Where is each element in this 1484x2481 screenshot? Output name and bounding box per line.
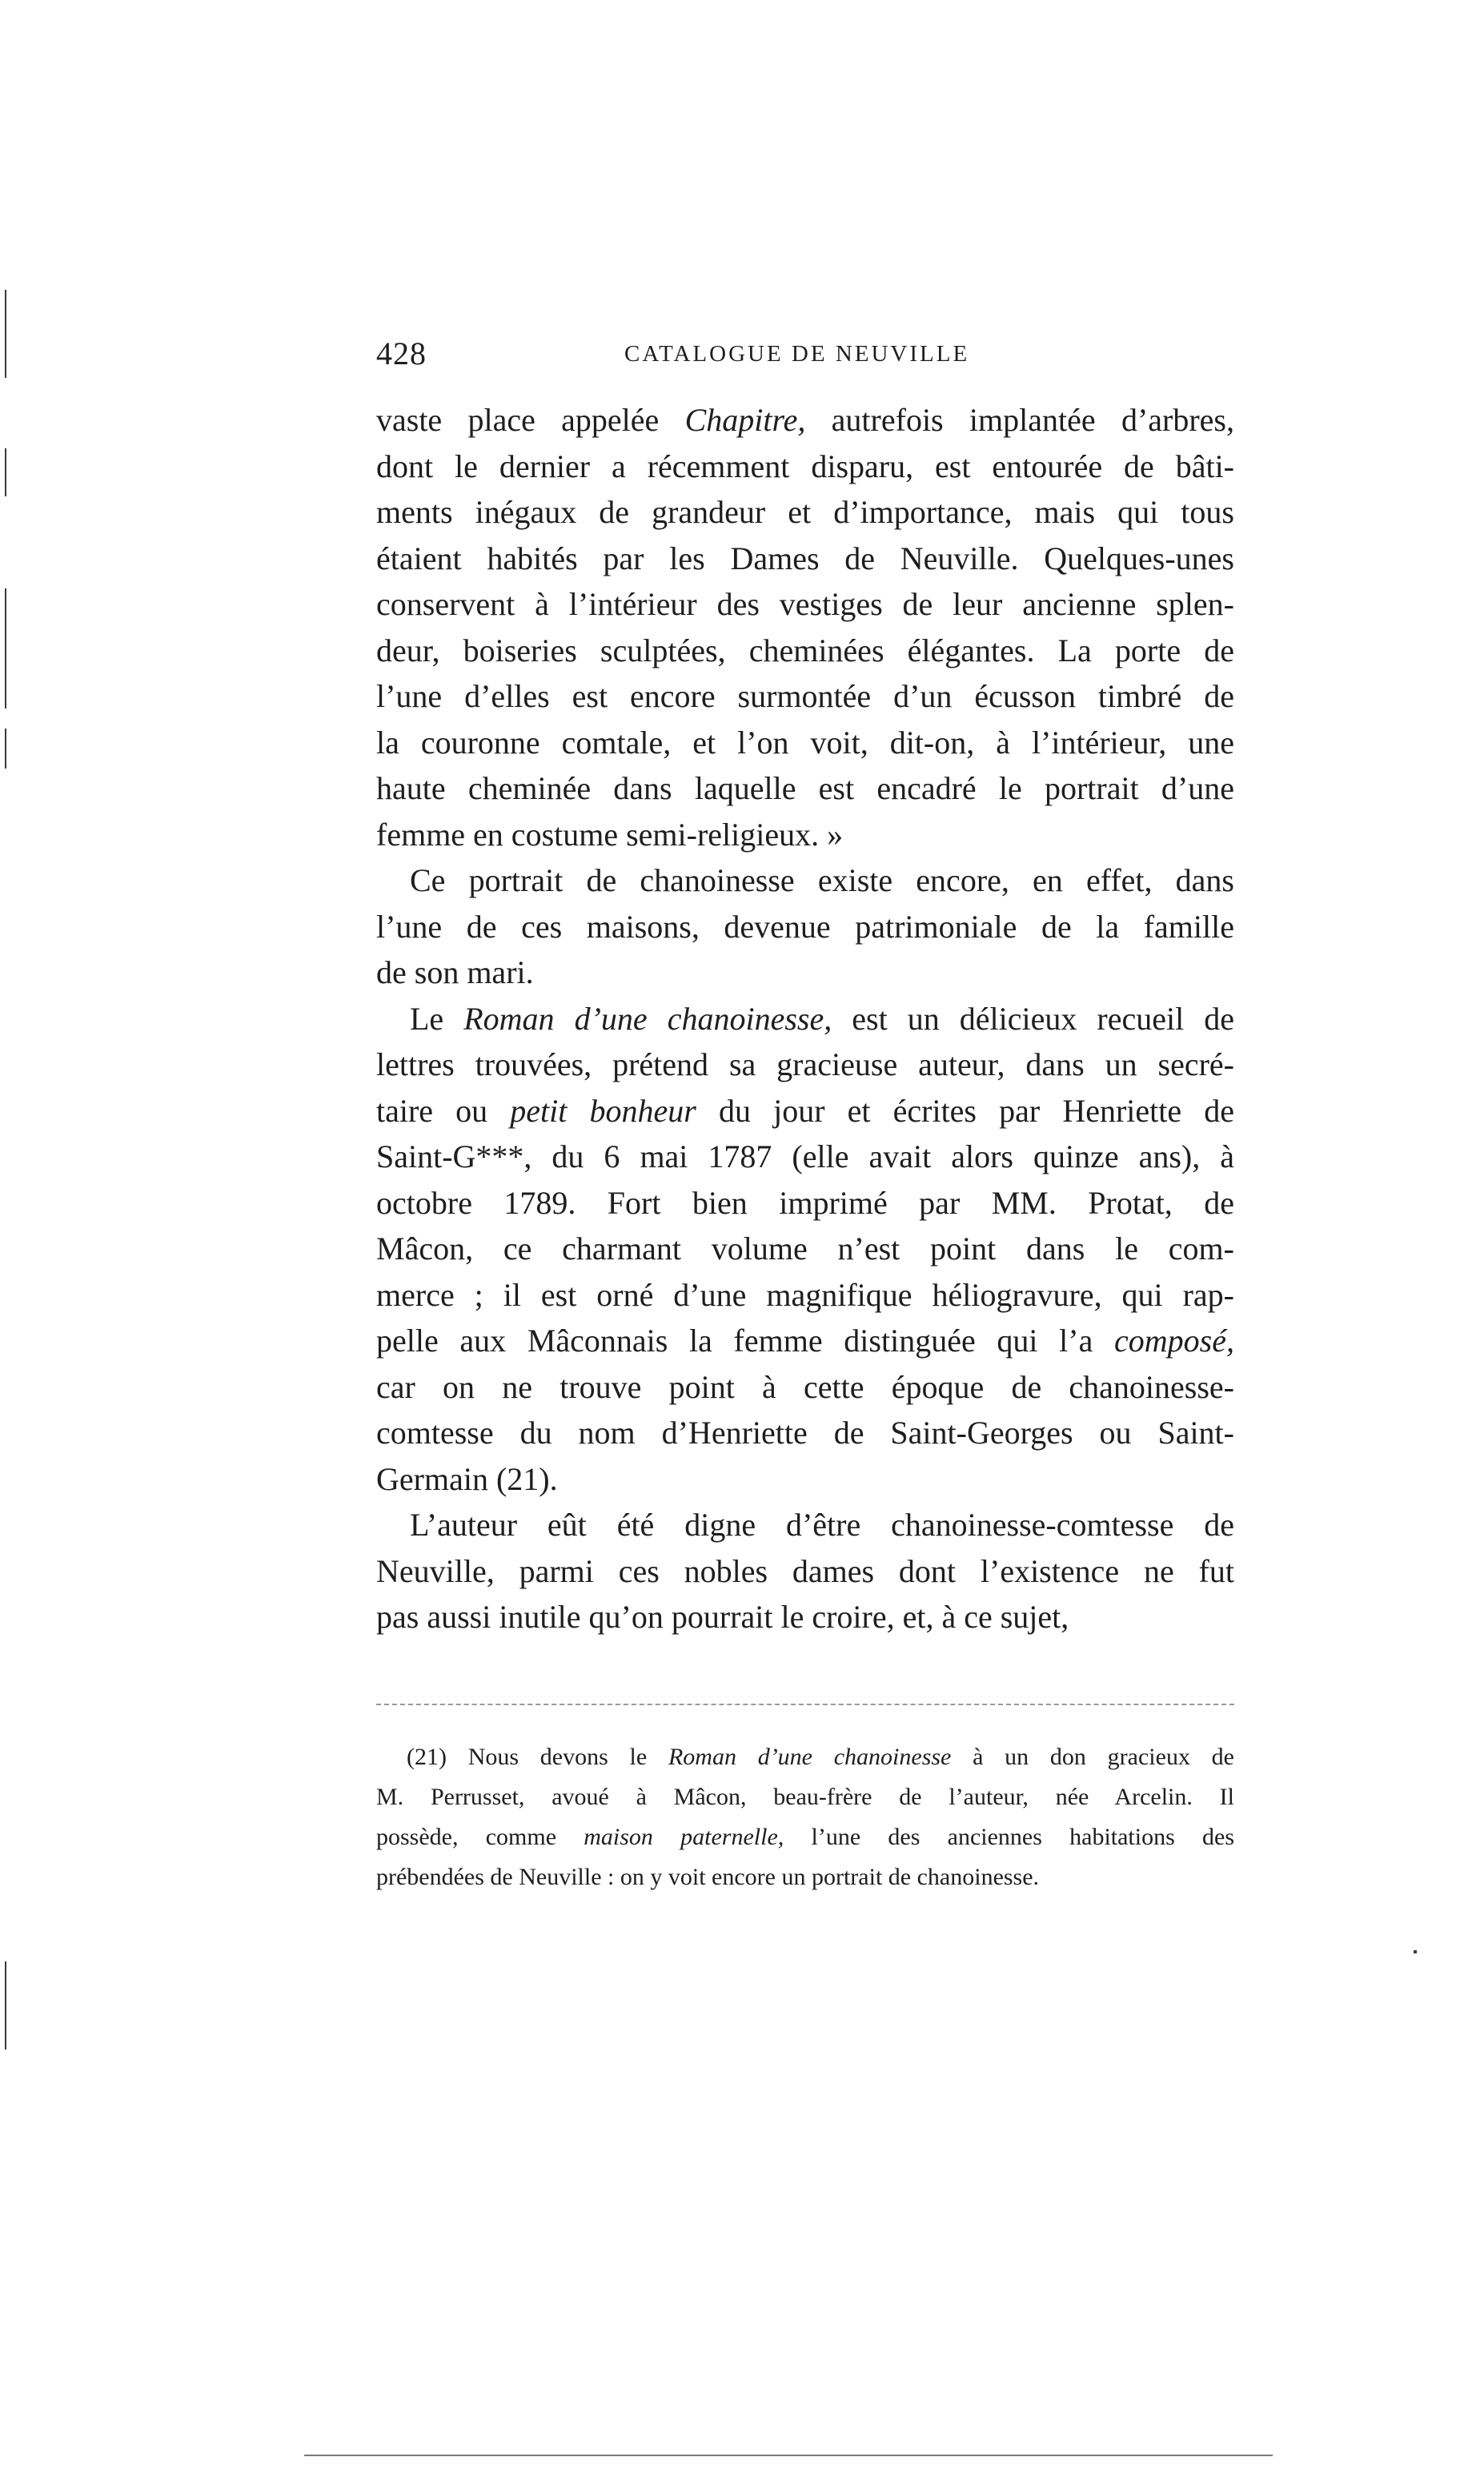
text-segment: taire ou — [376, 1092, 511, 1129]
text-segment: à un don gracieux de — [951, 1744, 1234, 1770]
text-segment: l’une des anciennes habitations des — [784, 1824, 1234, 1850]
text-segment: Saint-G***, du 6 mai 1787 (elle avait alors quinze ans), à — [376, 1138, 1234, 1174]
italic-segment: maison paternelle, — [584, 1824, 784, 1850]
text-segment: Neuville, parmi ces nobles dames dont l’existence ne fut — [376, 1552, 1234, 1589]
scan-mark — [1414, 1950, 1417, 1953]
text-line — [376, 673, 1234, 720]
text-line — [376, 628, 1234, 674]
text-line — [376, 397, 1234, 444]
text-segment: dont le dernier a récemment disparu, est entourée de bâti- — [376, 448, 1234, 484]
text-line — [376, 1456, 1234, 1503]
text-line — [376, 720, 1234, 766]
text-segment: haute cheminée dans laquelle est encadré le portrait d’une — [376, 770, 1234, 806]
text-segment: Ce portrait de chanoinesse existe encore, en effet, dans — [410, 862, 1234, 898]
text-segment: du jour et écrites par Henriette de — [696, 1092, 1234, 1129]
text-segment: comtesse du nom d’Henriette de Saint-Georges ou Saint- — [376, 1415, 1234, 1451]
text-line — [376, 1410, 1234, 1456]
italic-segment: Roman d’une chanoinesse — [668, 1744, 952, 1770]
text-segment: prébendées de Neuville : on y voit encore un portrait de chanoinesse. — [376, 1864, 1040, 1890]
text-line — [376, 949, 1234, 996]
text-segment: Germain (21). — [376, 1460, 558, 1497]
text-segment: Le — [410, 1000, 464, 1037]
italic-segment: petit bonheur — [510, 1092, 696, 1129]
text-segment: l’une de ces maisons, devenue patrimoniale de la famille — [376, 908, 1234, 945]
page-number: 428 — [376, 335, 427, 371]
scan-mark — [5, 729, 6, 769]
text-segment: de son mari. — [376, 954, 534, 990]
text-line — [376, 1180, 1234, 1226]
text-line — [376, 1088, 1234, 1134]
text-segment: ments inégaux de grandeur et d’importance, mais qui tous — [376, 494, 1234, 530]
footnote-line — [376, 1817, 1234, 1857]
paragraph — [376, 1502, 1234, 1640]
paragraph — [376, 397, 1234, 857]
running-title: CATALOGUE DE NEUVILLE — [624, 341, 970, 367]
text-segment: L’auteur eût été digne d’être chanoinesse-comtesse de — [410, 1507, 1234, 1543]
text-segment: la couronne comtale, et l’on voit, dit-on, à l’intérieur, une — [376, 724, 1234, 761]
running-head — [376, 335, 1257, 383]
footnotes — [376, 1737, 1234, 1897]
italic-segment: Roman d’une chanoinesse, — [463, 1000, 832, 1037]
scan-mark — [5, 290, 6, 378]
text-segment: possède, comme — [376, 1824, 584, 1850]
text-segment: vaste place appelée — [376, 402, 685, 438]
text-segment: étaient habités par les Dames de Neuville. Quelques-unes — [376, 540, 1234, 576]
scan-bottom-rule — [304, 2455, 1273, 2456]
footnote-line — [376, 1777, 1234, 1817]
scan-mark — [5, 1961, 6, 2049]
text-segment: pelle aux Mâconnais la femme distinguée qui l’a — [376, 1323, 1115, 1359]
body-text — [376, 397, 1234, 1640]
italic-segment: Chapitre, — [684, 402, 806, 438]
text-segment: merce ; il est orné d’une magnifique héliogravure, qui rap- — [376, 1276, 1234, 1313]
scan-mark — [5, 448, 6, 496]
text-segment: pas aussi inutile qu’on pourrait le croire, et, à ce sujet, — [376, 1599, 1069, 1635]
italic-segment: composé, — [1114, 1323, 1234, 1359]
text-segment: est un délicieux recueil de — [832, 1000, 1235, 1037]
text-segment: conservent à l’intérieur des vestiges de leur ancienne splen- — [376, 586, 1234, 622]
scan-mark — [5, 588, 6, 709]
text-line — [376, 1226, 1234, 1272]
text-line — [376, 1594, 1234, 1640]
text-line — [376, 857, 1234, 904]
text-line — [376, 1318, 1234, 1364]
text-segment: autrefois implantée d’arbres, — [805, 402, 1234, 438]
text-line — [376, 904, 1234, 950]
text-line — [376, 996, 1234, 1042]
text-segment: femme en costume semi-religieux. » — [376, 816, 844, 853]
paragraph — [376, 996, 1234, 1503]
text-line — [376, 765, 1234, 812]
text-line — [376, 1364, 1234, 1411]
paragraph — [376, 857, 1234, 996]
text-line — [376, 536, 1234, 582]
text-segment: deur, boiseries sculptées, cheminées élégantes. La porte de — [376, 632, 1234, 668]
text-line — [376, 581, 1234, 628]
text-segment: car on ne trouve point à cette époque de chanoinesse- — [376, 1368, 1234, 1405]
text-line — [376, 489, 1234, 536]
text-line — [376, 812, 1234, 858]
text-segment: lettres trouvées, prétend sa gracieuse auteur, dans un secré- — [376, 1046, 1234, 1082]
text-segment: l’une d’elles est encore surmontée d’un écusson timbré de — [376, 678, 1234, 714]
text-line — [376, 1502, 1234, 1548]
text-line — [376, 444, 1234, 490]
text-segment: (21) Nous devons le — [407, 1744, 668, 1770]
text-segment: M. Perrusset, avoué à Mâcon, beau-frère de l’auteur, née Arcelin. Il — [376, 1784, 1234, 1810]
footnote-line — [376, 1857, 1234, 1897]
text-line — [376, 1548, 1234, 1595]
text-segment: octobre 1789. Fort bien imprimé par MM. Protat, de — [376, 1184, 1234, 1221]
text-line — [376, 1042, 1234, 1088]
footnote-separator — [376, 1704, 1234, 1705]
footnote-line — [376, 1737, 1234, 1777]
text-line — [376, 1134, 1234, 1180]
text-segment: Mâcon, ce charmant volume n’est point dans le com- — [376, 1230, 1234, 1267]
text-line — [376, 1272, 1234, 1319]
